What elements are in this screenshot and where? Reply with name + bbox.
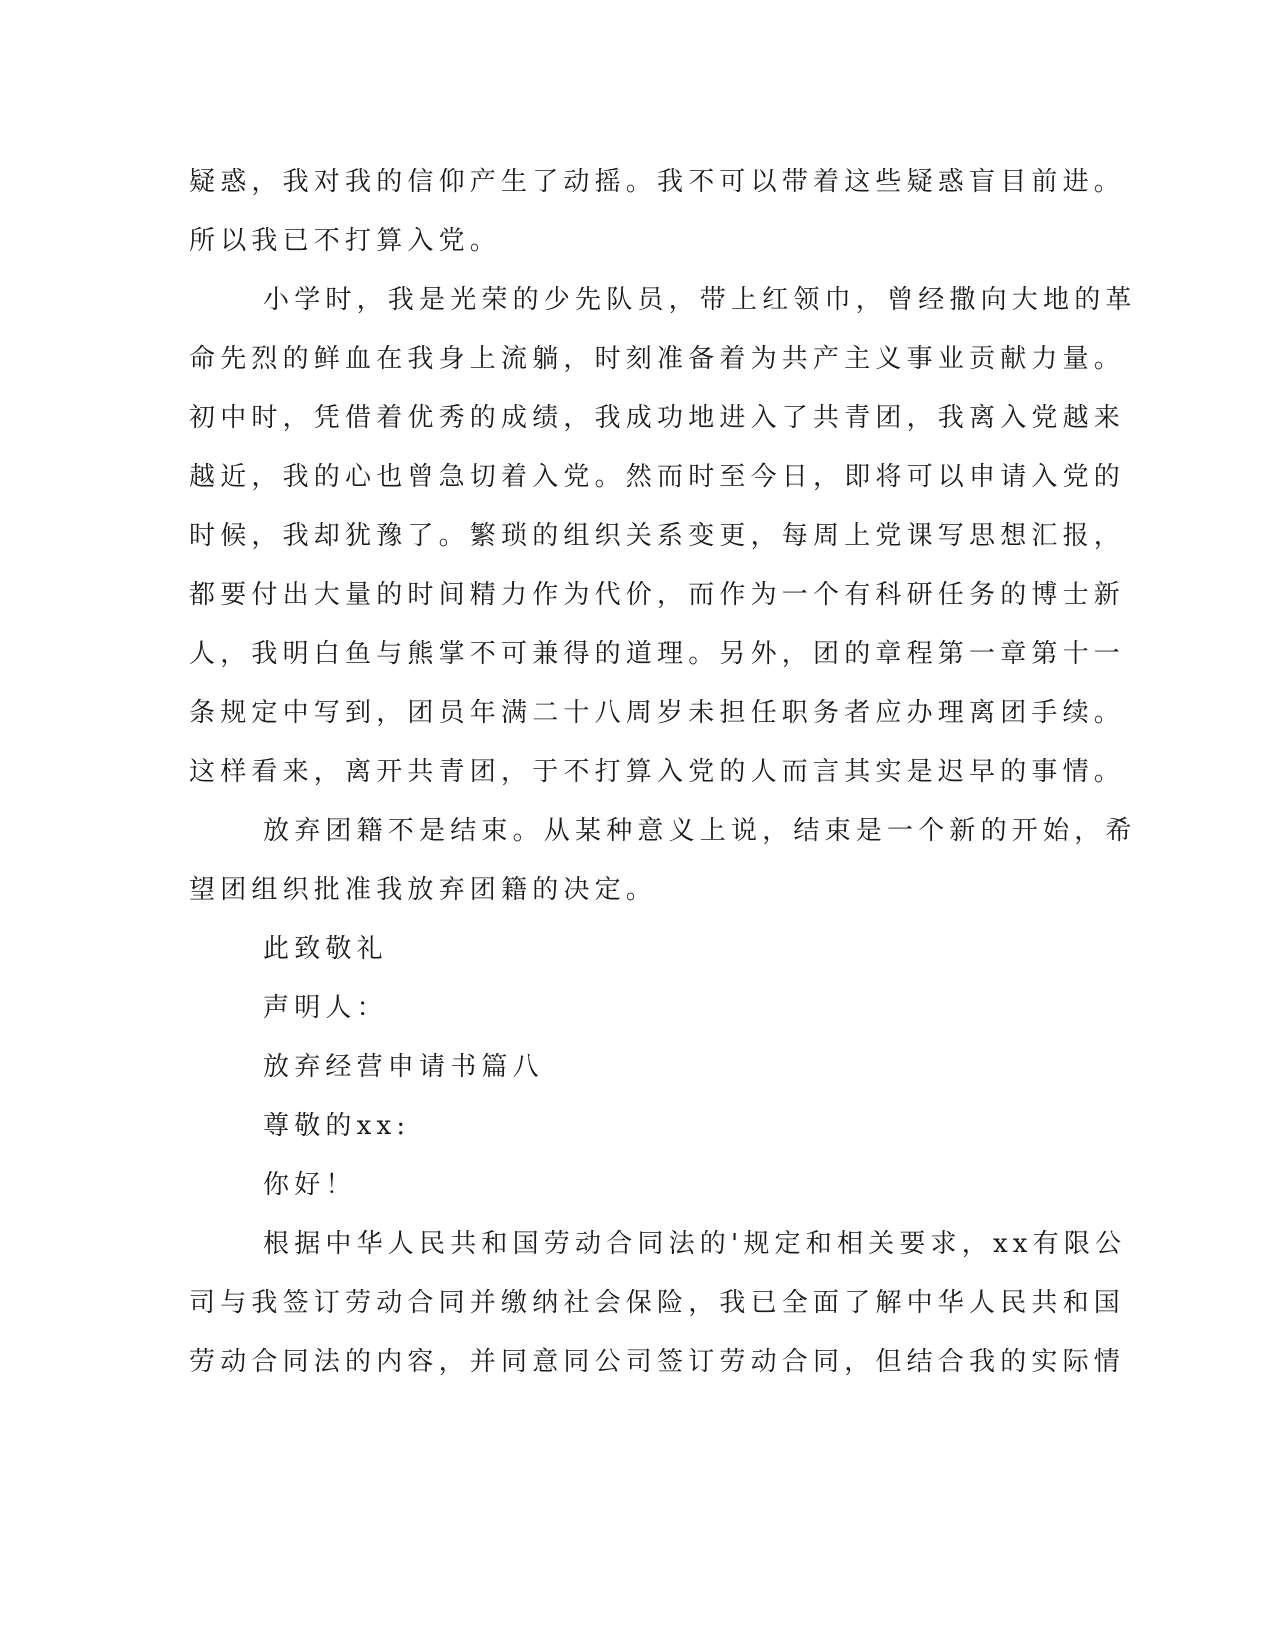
text-line-5: 初中时，凭借着优秀的成绩，我成功地进入了共青团，我离入党越来 (189, 403, 1126, 433)
paragraph-start-line: 根据中华人民共和国劳动合同法的'规定和相关要求，xx有限公 (263, 1229, 1127, 1259)
text-line-20: 司与我签订劳动合同并缴纳社会保险，我已全面了解中华人民共和国 (189, 1288, 1126, 1318)
text-line-21: 劳动合同法的内容，并同意同公司签订劳动合同，但结合我的实际情 (189, 1347, 1126, 1377)
text-line-7: 时候，我却犹豫了。繁琐的组织关系变更，每周上党课写思想汇报， (189, 521, 1126, 551)
text-line-4: 命先烈的鲜血在我身上流躺，时刻准备着为共产主义事业贡献力量。 (189, 344, 1126, 374)
text-line-1: 疑惑，我对我的信仰产生了动摇。我不可以带着这些疑惑盲目前进。 (189, 167, 1126, 197)
closing-salutation: 此致敬礼 (263, 934, 388, 964)
greeting-hello: 你好！ (263, 1170, 357, 1200)
text-line-13: 望团组织批准我放弃团籍的决定。 (189, 875, 658, 905)
text-line-11: 这样看来，离开共青团，于不打算入党的人而言其实是迟早的事情。 (189, 757, 1126, 787)
section-title: 放弃经营申请书篇八 (263, 1052, 544, 1082)
text-line-9: 人，我明白鱼与熊掌不可兼得的道理。另外，团的章程第一章第十一 (189, 639, 1126, 669)
paragraph-start-line: 小学时，我是光荣的少先队员，带上红领巾，曾经撒向大地的革 (263, 285, 1137, 315)
greeting-recipient: 尊敬的xx: (263, 1111, 411, 1141)
paragraph-start-line: 放弃团籍不是结束。从某种意义上说，结束是一个新的开始，希 (263, 816, 1137, 846)
text-line-2: 所以我已不打算入党。 (189, 226, 502, 256)
text-line-6: 越近，我的心也曾急切着入党。然而时至今日，即将可以申请入党的 (189, 462, 1126, 492)
text-line-10: 条规定中写到，团员年满二十八周岁未担任职务者应办理离团手续。 (189, 698, 1126, 728)
text-line-8: 都要付出大量的时间精力作为代价，而作为一个有科研任务的博士新 (189, 580, 1126, 610)
declarant-label: 声明人： (263, 993, 388, 1023)
